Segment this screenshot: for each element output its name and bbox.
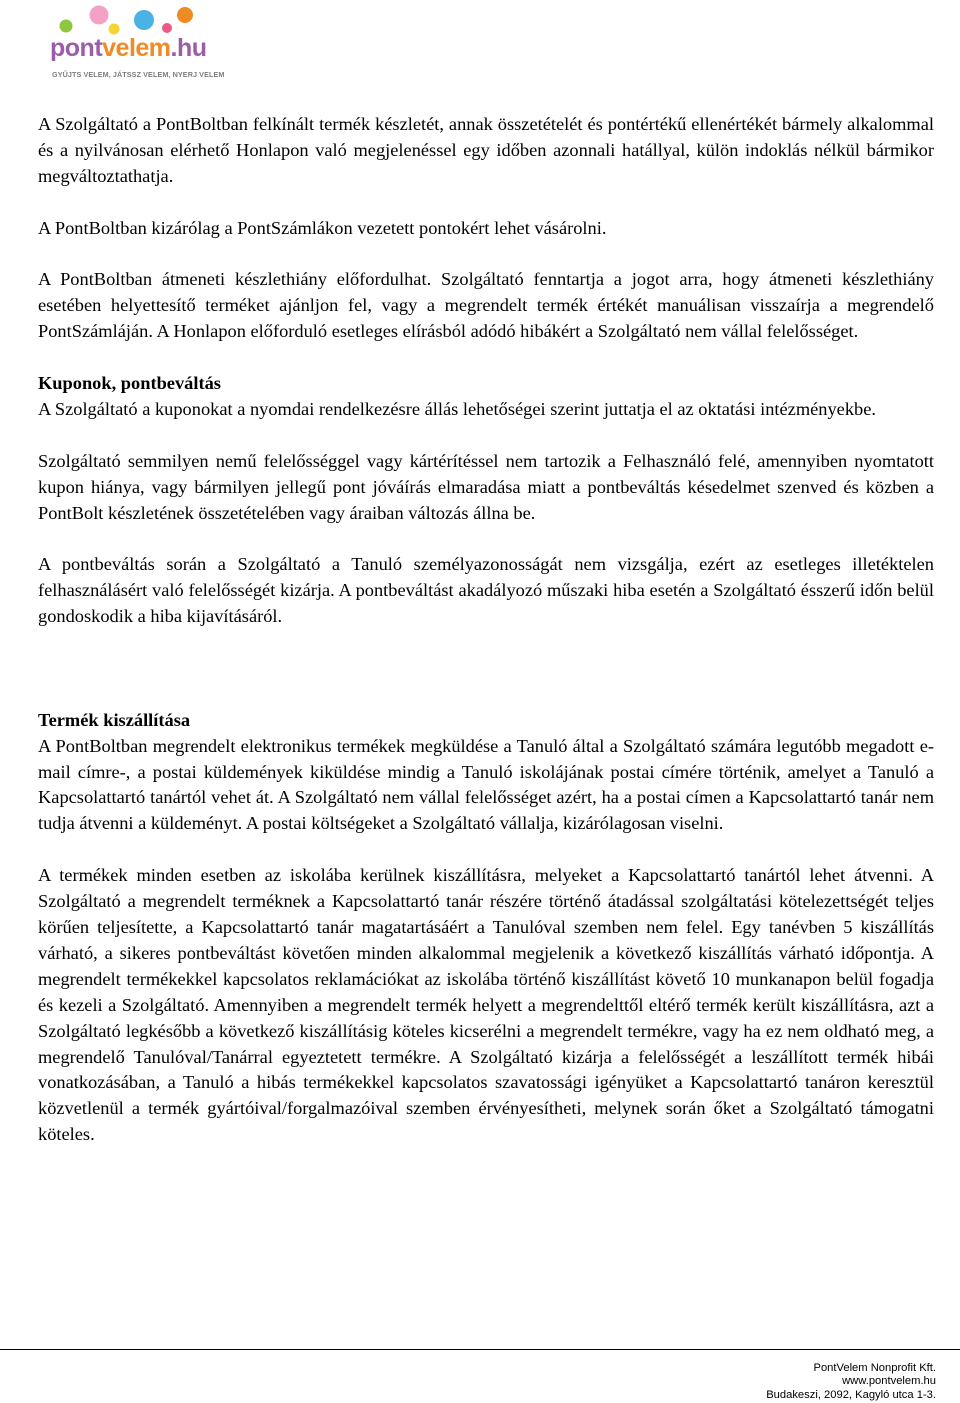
- logo-dot-pink: [90, 6, 109, 25]
- logo-wordmark: [50, 34, 207, 63]
- logo-dot-magenta: [162, 23, 172, 33]
- footer-divider: [0, 1349, 960, 1350]
- paragraph-delivery: A PontBoltban megrendelt elektronikus termékek megküldése a Tanuló által a Szolgáltató számára legutóbb megadott e-mail címre-, a postai küldemények kiküldése mindig a Tanuló iskolájának postai címére történik, amelyet a Tanuló a Kapcsolattartó tanártól vehet át. A Szolgáltató nem vállal felelősséget azért, ha a postai címen a Kapcsolattartó tanár nem tudja átvenni a küldeményt. A postai költségeket a Szolgáltató vállalja, kizárólagosan viselni.: [38, 735, 934, 834]
- paragraph-delivery-details: A termékek minden esetben az iskolába kerülnek kiszállításra, melyeket a Kapcsolattartó tanártól lehet átvenni. A Szolgáltató a megrendelt terméknek a Kapcsolattartó tanár részére történő átadással szolgáltatási kötelezettségét teljes körűen teljesítette, a Kapcsolattartó tanár magatartásáért a Tanulóval szemben nem felel. Egy tanévben 5 kiszállítás várható, a sikeres pontbeváltást követően minden alkalommal megjelenik a következő kiszállítás várható időpontja. A megrendelt termékekkel kapcsolatos reklamációkat az iskolába történő kiszállítást követő 10 munkanapon belül fogadja és kezeli a Szolgáltató. Amennyiben a megrendelt termék helyett a megrendelttől eltérő termék került kiszállításra, azt a Szolgáltató legkésőbb a következő kiszállításig köteles kicserélni a megrendelt termékre, vagy ha ez nem oldható meg, a megrendelő Tanulóval/Tanárral egyeztetett termékre. A Szolgáltató kizárja a felelősségét a leszállított termék hibái vonatkozásában, a Tanuló a hibás termékekkel kapcsolatos szavatossági igényüket a Kapcsolattartó tanáron keresztül közvetlenül a termék gyártóival/forgalmazóival szemben érvényesítheti, melynek során őket a Szolgáltató támogatni köteles.: [38, 865, 934, 1145]
- logo-tagline: GYŰJTS VELEM, JÁTSSZ VELEM, NYERJ VELEM: [52, 70, 225, 79]
- pontvelem-logo[interactable]: [46, 4, 225, 82]
- section-heading-kuponok: Kuponok, pontbeváltás: [38, 373, 221, 394]
- paragraph-stock-shortage: A PontBoltban átmeneti készlethiány előfordulhat. Szolgáltató fenntartja a jogot arra, hogy átmeneti készlethiány esetében helyettesítő terméket ajánljon fel, vagy a megrendelt termék értékét manuálisan visszaírja a megrendelő PontSzámláján. A Honlapon előforduló esetleges elírásból adódó hibákért a Szolgáltató nem vállal felelősséget.: [38, 269, 934, 342]
- paragraph-points-only: A PontBoltban kizárólag a PontSzámlákon vezetett pontokért lehet vásárolni.: [38, 217, 607, 238]
- logo-dot-blue: [134, 10, 154, 30]
- paragraph-liability: Szolgáltató semmilyen nemű felelősséggel vagy kártérítéssel nem tartozik a Felhasználó felé, amennyiben nyomtatott kupon hiánya, vagy bármilyen jellegű pont jóváírás elmaradása miatt a pontbeváltás késedelmet szenved és közben a PontBolt készletének összetételében vagy áraiban változás állna be.: [38, 450, 934, 523]
- logo-word-hu: .hu: [170, 34, 207, 62]
- logo-word-pont: pont: [50, 34, 103, 62]
- footer: [766, 1362, 936, 1402]
- logo-dot-orange: [177, 7, 193, 23]
- paragraph-coupons: A Szolgáltató a kuponokat a nyomdai rendelkezésre állás lehetőségei szerint juttatja el az oktatási intézményekbe.: [38, 398, 876, 419]
- section-heading-termek: Termék kiszállítása: [38, 709, 191, 730]
- footer-company: PontVelem Nonprofit Kft.: [813, 1362, 936, 1374]
- footer-website-link[interactable]: www.pontvelem.hu: [842, 1375, 936, 1388]
- logo-dot-green: [60, 20, 73, 33]
- logo-dot-yellow: [109, 24, 120, 35]
- footer-address: Budakeszi, 2092, Kagyló utca 1-3.: [766, 1388, 936, 1401]
- paragraph-stock-changes: A Szolgáltató a PontBoltban felkínált termék készletét, annak összetételét és pontértékű ellenértékét bármely alkalommal és a nyilvánosan elérhető Honlapon való megjelenéssel egy időben azonnali hatállyal, külön indoklás nélkül bármikor megváltoztathatja.: [38, 114, 934, 186]
- logo-word-velem: velem: [102, 34, 171, 62]
- document-body: [38, 112, 934, 1148]
- paragraph-redemption: A pontbeváltás során a Szolgáltató a Tanuló személyazonosságát nem vizsgálja, ezért az esetleges illetéktelen felhasználásért való felelősségét kizárja. A pontbeváltást akadályozó műszaki hiba esetén a Szolgáltató ésszerű időn belül gondoskodik a hiba kijavításáról.: [38, 554, 934, 627]
